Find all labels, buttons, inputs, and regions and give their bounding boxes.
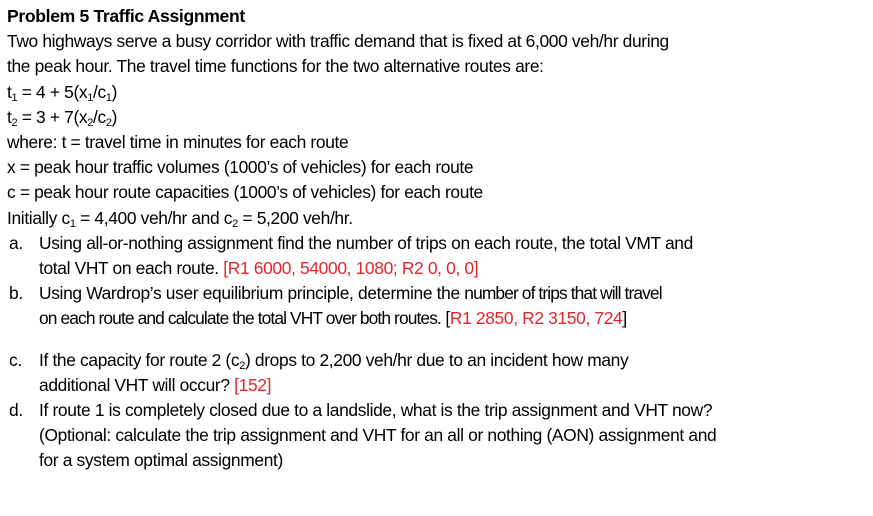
eq2-div: /c — [93, 106, 106, 127]
intro-line-1: Two highways serve a busy corridor with traffic demand that is fixed at 6,000 veh/hr during — [7, 31, 669, 52]
question-b-answer: R1 2850, R2 3150, 724 — [449, 308, 623, 329]
eq1-sub-t: 1 — [11, 91, 18, 104]
question-b-bracket-open: [ — [440, 308, 450, 329]
question-c-line-2 — [39, 373, 872, 398]
init-part-a: Initially c — [7, 207, 70, 228]
init-sub-2: 2 — [232, 217, 238, 230]
question-d-line-1: If route 1 is completely closed due to a landslide, what is the trip assignment and VHT now? — [39, 400, 713, 421]
question-b-line-2 — [39, 306, 872, 331]
question-a-text: total VHT on each route. — [39, 258, 224, 279]
question-a-line-1: Using all-or-nothing assignment find the number of trips on each route, the total VMT and — [39, 232, 693, 253]
question-c-marker: c. — [9, 349, 22, 370]
question-c-text-1b: ) drops to 2,200 veh/hr due to an incident how many — [245, 349, 629, 370]
question-b-text-1a: Using Wardrop’s user equilibrium principle, determine the — [39, 283, 465, 304]
eq2-t: t — [7, 106, 12, 127]
problem-title: Problem 5 Traffic Assignment — [7, 6, 245, 26]
question-b-bracket-close: ] — [622, 308, 627, 329]
question-a-marker: a. — [9, 232, 23, 253]
equation-route-1 — [7, 80, 872, 105]
where-definition: where: t = travel time in minutes for each route — [7, 132, 349, 153]
question-c-sub: 2 — [239, 359, 245, 372]
question-c — [7, 348, 872, 398]
eq2-sub-c: 2 — [105, 116, 112, 129]
question-a-line-2 — [39, 256, 872, 281]
init-part-b: = 4,400 veh/hr and c — [75, 207, 233, 228]
question-a — [7, 231, 872, 281]
x-definition: x = peak hour traffic volumes (1000’s of vehicles) for each route — [7, 157, 474, 178]
eq2-close: ) — [111, 106, 118, 127]
c-definition: c = peak hour route capacities (1000’s of vehicles) for each route — [7, 182, 483, 203]
question-b-line-1 — [39, 281, 872, 306]
eq2-body: = 3 + 7(x — [17, 106, 88, 127]
intro-line-2: the peak hour. The travel time functions for the two alternative routes are: — [7, 56, 544, 77]
initial-capacities — [7, 206, 872, 231]
question-c-answer: [152] — [234, 374, 272, 395]
question-b-text-2a: on each route and calculate the total VHT over both routes. — [39, 308, 441, 329]
eq2-sub-t: 2 — [11, 116, 18, 129]
eq1-sub-c: 1 — [105, 91, 112, 104]
eq2-sub-x: 2 — [87, 116, 94, 129]
question-a-answer: [R1 6000, 54000, 1080; R2 0, 0, 0] — [223, 258, 479, 279]
eq1-body: = 4 + 5(x — [17, 81, 88, 102]
init-sub-1: 1 — [69, 217, 76, 230]
eq1-close: ) — [111, 81, 118, 102]
question-b — [7, 281, 872, 331]
question-b-text-1b: number of trips that will travel — [464, 283, 662, 304]
question-c-line-1 — [39, 348, 872, 373]
question-b-marker: b. — [9, 283, 23, 304]
equation-route-2 — [7, 105, 872, 130]
eq1-t: t — [7, 81, 12, 102]
eq1-div: /c — [93, 81, 106, 102]
question-d-line-3: for a system optimal assignment) — [39, 450, 283, 471]
eq1-sub-x: 1 — [87, 91, 94, 104]
question-c-text-2: additional VHT will occur? — [39, 374, 235, 395]
question-d-marker: d. — [9, 400, 23, 421]
question-d — [7, 398, 872, 474]
question-c-text-1a: If the capacity for route 2 (c — [39, 349, 240, 370]
spacer — [7, 332, 872, 348]
init-part-c: = 5,200 veh/hr. — [237, 207, 353, 228]
question-d-line-2: (Optional: calculate the trip assignment and VHT for an all or nothing (AON) assignment and — [39, 425, 717, 446]
